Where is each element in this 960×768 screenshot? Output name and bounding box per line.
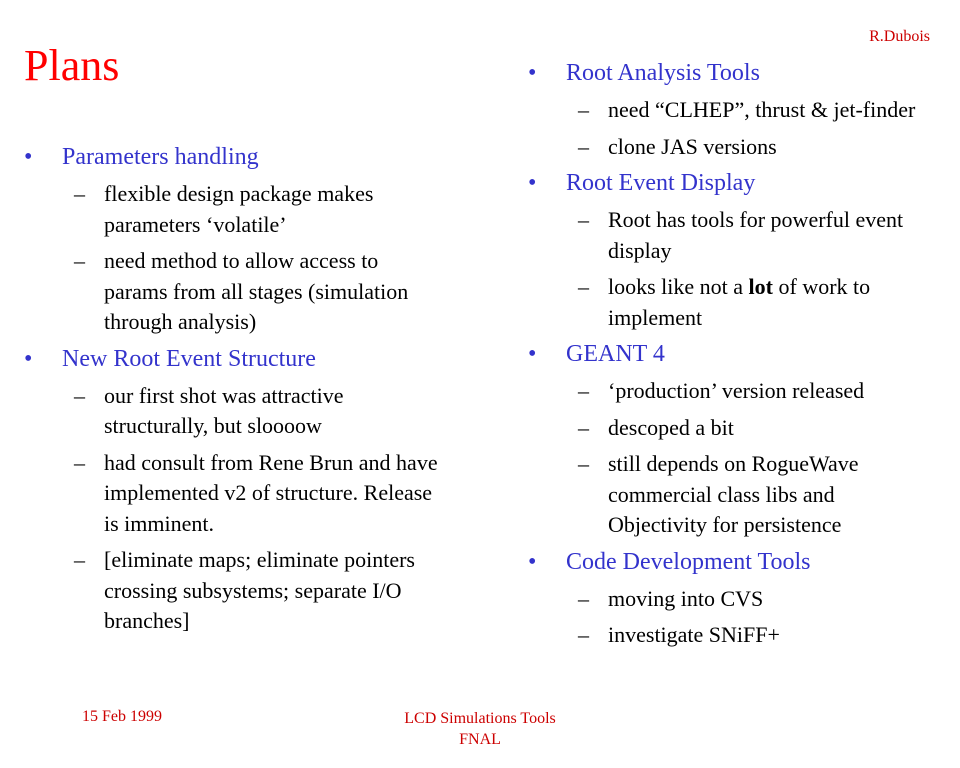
bullet-text: Parameters handling <box>62 144 259 170</box>
sub-item <box>24 545 444 637</box>
bullet-icon: • <box>528 548 537 575</box>
dash-icon: – <box>578 451 589 476</box>
sub-item-text: need “CLHEP”, thrust & jet-finder <box>608 97 916 122</box>
bullet-root-event-display <box>528 168 928 199</box>
sub-item <box>528 272 928 333</box>
sub-item <box>528 95 928 126</box>
dash-icon: – <box>578 274 589 299</box>
left-column <box>24 142 444 643</box>
bullet-text: Code Development Tools <box>566 548 811 575</box>
sub-item-text: descoped a bit <box>608 414 734 440</box>
bullet-text: GEANT 4 <box>566 341 665 367</box>
slide-title: Plans <box>24 41 120 90</box>
sub-item <box>528 449 928 541</box>
sub-item-text: [eliminate maps; eliminate pointers crossing subsystems; separate I/O branches] <box>104 547 415 633</box>
sub-item-text-post: of work to implement <box>608 274 871 330</box>
sub-item <box>528 205 928 266</box>
sub-item <box>24 179 444 240</box>
dash-icon: – <box>578 622 589 647</box>
bullet-text: Root Analysis Tools <box>566 60 760 86</box>
sub-item-text: Root has tools for powerful event display <box>608 207 904 263</box>
sub-item-text: ‘production’ version released <box>608 378 865 403</box>
sub-item <box>528 376 928 407</box>
footer-location: FNAL <box>459 731 501 748</box>
sub-item <box>24 448 444 540</box>
sub-item-text: our first shot was attractive structurally, but sloooow <box>104 382 344 438</box>
bullet-icon: • <box>24 144 33 170</box>
dash-icon: – <box>74 382 85 408</box>
sub-item <box>528 584 928 615</box>
bullet-geant-4 <box>528 339 928 370</box>
dash-icon: – <box>74 449 85 475</box>
sub-item <box>528 413 928 444</box>
footer-title: LCD Simulations Tools <box>404 710 556 727</box>
bullet-icon: • <box>528 170 537 196</box>
dash-icon: – <box>578 133 589 159</box>
right-column <box>528 58 928 657</box>
sub-item-text: flexible design package makes parameters ‘volatile’ <box>104 181 374 237</box>
bullet-root-analysis-tools <box>528 58 928 89</box>
sub-item-text: need method to allow access to params from all stages (simulation through analysis) <box>104 248 409 334</box>
sub-item-text: moving into CVS <box>608 585 764 611</box>
dash-icon: – <box>578 414 589 440</box>
dash-icon: – <box>74 547 85 572</box>
bullet-icon: • <box>528 60 537 86</box>
dash-icon: – <box>578 97 589 122</box>
dash-icon: – <box>74 181 85 206</box>
bullet-new-root-event-structure <box>24 344 444 375</box>
dash-icon: – <box>74 248 85 273</box>
author-name: R.Dubois <box>869 28 930 45</box>
sub-item <box>528 132 928 163</box>
sub-item-text: had consult from Rene Brun and have implemented v2 of structure. Release is imminent. <box>104 449 438 536</box>
bullet-code-development-tools <box>528 547 928 578</box>
sub-item <box>24 381 444 442</box>
bullet-text: Root Event Display <box>566 170 756 196</box>
bullet-icon: • <box>528 341 537 367</box>
footer-center <box>380 708 580 750</box>
dash-icon: – <box>578 585 589 611</box>
emphasis-lot: lot <box>748 274 773 299</box>
sub-item-text: still depends on RogueWave commercial class libs and Objectivity for persistence <box>608 451 859 537</box>
footer-date: 15 Feb 1999 <box>82 708 162 725</box>
sub-item-text: investigate SNiFF+ <box>608 622 780 647</box>
bullet-icon: • <box>24 345 33 372</box>
dash-icon: – <box>578 207 589 232</box>
sub-item-text: clone JAS versions <box>608 133 777 159</box>
bullet-text: New Root Event Structure <box>62 345 316 372</box>
sub-item-text-pre: looks like not a <box>608 274 749 299</box>
sub-item-text <box>608 274 870 330</box>
sub-item <box>24 246 444 338</box>
sub-item <box>528 620 928 651</box>
dash-icon: – <box>578 378 589 403</box>
bullet-parameters-handling <box>24 142 444 173</box>
